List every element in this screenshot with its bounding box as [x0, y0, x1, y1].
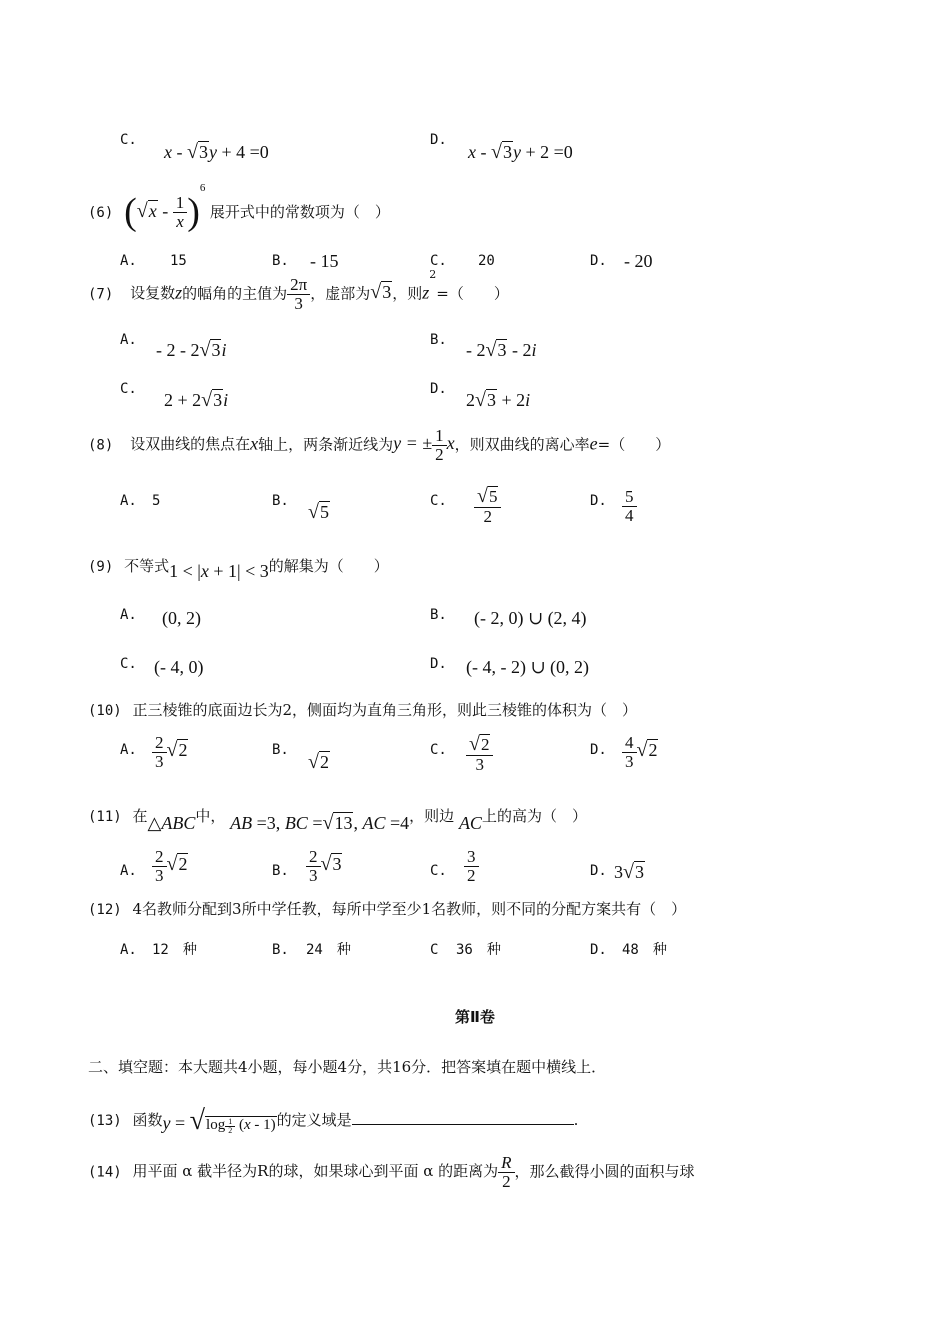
q7-option-d-label: D.: [430, 381, 447, 397]
question-12: [88, 900, 686, 919]
q7-option-c-value: 2 + 2√3i: [164, 389, 229, 411]
q7-text-3: ，虚部为: [310, 284, 371, 303]
q10-option-d-value: $\frac{4}{3}$ √2: [622, 734, 658, 771]
q9-option-a-value: (0, 2): [162, 608, 201, 628]
q6-option-d-value: - 20: [624, 251, 653, 271]
q9-option-c-label: C.: [120, 656, 137, 672]
q14-text-2: ，那么截得小圆的面积与球: [514, 1162, 695, 1181]
q12-option-a-label: A.: [120, 942, 137, 958]
q7-text-2: 的幅角的主值为: [182, 284, 288, 303]
q12-option-d-label: D.: [590, 942, 607, 958]
q6-expression: (√x - $\frac{1}{x}$ )$^6$: [124, 182, 206, 233]
q11-side: AC: [458, 813, 482, 833]
q7-option-a-value: - 2 - 2√3i: [156, 339, 227, 361]
q11-number: (11): [88, 809, 122, 825]
q9-option-b-label: B.: [430, 607, 447, 623]
q8-text-3: ，则双曲线的离心率: [454, 435, 590, 454]
q9-option-b-value: (- 2, 0) ∪ (2, 4): [474, 608, 587, 628]
q8-option-b-label: B.: [272, 493, 289, 509]
q11-option-c-label: C.: [430, 863, 447, 879]
q6-number: (6): [88, 204, 114, 221]
q8-option-a-value: 5: [152, 493, 161, 509]
q9-inequality: 1 < |x + 1| < 3: [169, 561, 269, 581]
q6-option-b-value: - 15: [310, 251, 339, 271]
q8-text-2: 轴上，两条渐近线为: [258, 435, 394, 454]
q7-option-b-value: - 2√3 - 2i: [466, 339, 537, 361]
q7-var-z: z: [175, 282, 183, 303]
q9-text-2: 的解集为（ ）: [268, 557, 389, 575]
q9-option-d-value: (- 4, - 2) ∪ (0, 2): [466, 657, 590, 677]
q10-option-c-label: C.: [430, 742, 447, 758]
q6-text: 展开式中的常数项为（ ）: [209, 202, 390, 221]
q7-number: (7): [88, 286, 114, 303]
q5-option-c-label: C.: [120, 132, 137, 148]
q7-imag: √3: [370, 281, 392, 304]
q6-option-a-value: 15: [170, 253, 187, 269]
q10-option-d-label: D.: [590, 742, 607, 758]
q8-option-c-label: C.: [430, 493, 447, 509]
q5-option-c-expr: x - √3y + 4 =0: [164, 141, 269, 163]
q7-text-1: 设复数: [130, 284, 176, 303]
q10-option-a-label: A.: [120, 742, 137, 758]
q12-option-c-label: C: [430, 942, 439, 958]
q8-option-b-value: √5: [308, 501, 329, 523]
q7-option-b-label: B.: [430, 332, 447, 348]
q8-number: (8): [88, 437, 114, 454]
q9-option-d-label: D.: [430, 656, 447, 672]
q14-text-1: 用平面 α 截半径为R的球，如果球心到平面 α 的距离为: [132, 1162, 499, 1181]
q11-option-a-label: A.: [120, 863, 137, 879]
q13-answer-blank[interactable]: [352, 1110, 574, 1125]
q12-option-a-value: 12 种: [152, 942, 197, 958]
q12-text: 4名教师分配到3所中学任教，每所中学至少1名教师，则不同的分配方案共有（ ）: [132, 900, 687, 918]
q8-option-a-label: A.: [120, 493, 137, 509]
q11-conditions: AB =3, BC =√13, AC =4: [230, 812, 410, 834]
q7-text-4: ，则: [392, 284, 423, 303]
q5-option-d-expr: x - √3y + 2 =0: [468, 141, 573, 163]
section-2-instructions: 二、填空题：本大题共4小题，每小题4分，共16分．把答案填在题中横线上．: [88, 1058, 607, 1076]
q13-number: (13): [88, 1112, 122, 1129]
q8-option-d-label: D.: [590, 493, 607, 509]
q13-text-1: 函数: [132, 1110, 163, 1129]
q7-option-d-value: 2√3 + 2i: [466, 389, 531, 411]
q8-axis: x: [250, 433, 259, 454]
q13-text-2: 的定义域是: [276, 1110, 352, 1129]
q6-option-b-label: B.: [272, 253, 289, 269]
q8-asymptote: y = ± $\frac{1}{2}$ x: [393, 426, 455, 464]
q11-option-b-label: B.: [272, 863, 289, 879]
q12-option-c-value: 36 种: [456, 942, 501, 958]
q11-text-3: ，则边: [409, 807, 455, 825]
q9-option-c-value: (- 4, 0): [154, 657, 204, 677]
q11-option-d-value: 3√3: [614, 861, 644, 883]
q9-text-1: 不等式: [124, 557, 170, 575]
q7-option-c-label: C.: [120, 381, 137, 397]
question-14: [88, 1154, 695, 1191]
q12-option-d-value: 48 种: [622, 942, 667, 958]
q11-text-4: 上的高为（ ）: [481, 807, 587, 825]
q8-option-c-value: $\frac{√5}{2}$: [474, 486, 501, 526]
q10-option-b-value: √2: [308, 751, 329, 773]
q7-angle: $\frac{2\pi}{3}$: [287, 276, 310, 313]
q8-text-1: 设双曲线的焦点在: [130, 435, 251, 454]
q10-option-c-value: $\frac{√2}{3}$: [466, 734, 493, 774]
q6-option-d-label: D.: [590, 253, 607, 269]
q14-fraction: $\frac{R}{2}$: [498, 1154, 514, 1191]
q13-end: .: [573, 1110, 579, 1129]
q7-option-a-label: A.: [120, 332, 137, 348]
question-8: [88, 427, 670, 464]
q11-triangle: △ABC: [147, 813, 196, 833]
q11-text-2: 中，: [195, 807, 226, 825]
q10-option-a-value: $\frac{2}{3}$ √2: [152, 734, 188, 771]
question-13: [88, 1104, 578, 1138]
question-10: [88, 701, 637, 720]
q11-option-d-label: D.: [590, 863, 607, 879]
q12-option-b-value: 24 种: [306, 942, 351, 958]
section-2-title: 第Ⅱ卷: [455, 1008, 495, 1026]
q6-option-c-value: 20: [478, 253, 495, 269]
q7-text-5: =（ ）: [436, 284, 509, 303]
question-9: [88, 555, 389, 581]
q9-number: (9): [88, 559, 114, 575]
q10-option-b-label: B.: [272, 742, 289, 758]
q8-text-4: =（ ）: [597, 435, 671, 454]
q8-eccentricity: e: [589, 433, 598, 454]
q11-option-a-value: $\frac{2}{3}$ √2: [152, 848, 188, 885]
question-7: [88, 268, 509, 313]
q13-function: y = √log $\frac{1}{2}$ (x - 1): [162, 1105, 276, 1136]
q10-number: (10): [88, 703, 122, 719]
q6-option-c-label: C.: [430, 253, 447, 269]
q12-number: (12): [88, 902, 122, 918]
q12-option-b-label: B.: [272, 942, 289, 958]
q11-option-b-value: $\frac{2}{3}$ √3: [306, 848, 342, 885]
question-11: [88, 803, 587, 834]
q8-option-d-value: $\frac{5}{4}$: [622, 488, 637, 525]
q11-text-1: 在: [132, 807, 148, 825]
q14-number: (14): [88, 1164, 122, 1181]
q5-option-d-label: D.: [430, 132, 447, 148]
q10-text: 正三棱锥的底面边长为2，侧面均为直角三角形，则此三棱锥的体积为（ ）: [132, 701, 638, 719]
q6-option-a-label: A.: [120, 253, 137, 269]
q9-option-a-label: A.: [120, 607, 137, 623]
q7-exponent: 2: [429, 268, 437, 281]
question-6: [88, 182, 390, 240]
q7-z-squared: z: [422, 282, 430, 303]
q11-option-c-value: $\frac{3}{2}$: [464, 848, 479, 885]
